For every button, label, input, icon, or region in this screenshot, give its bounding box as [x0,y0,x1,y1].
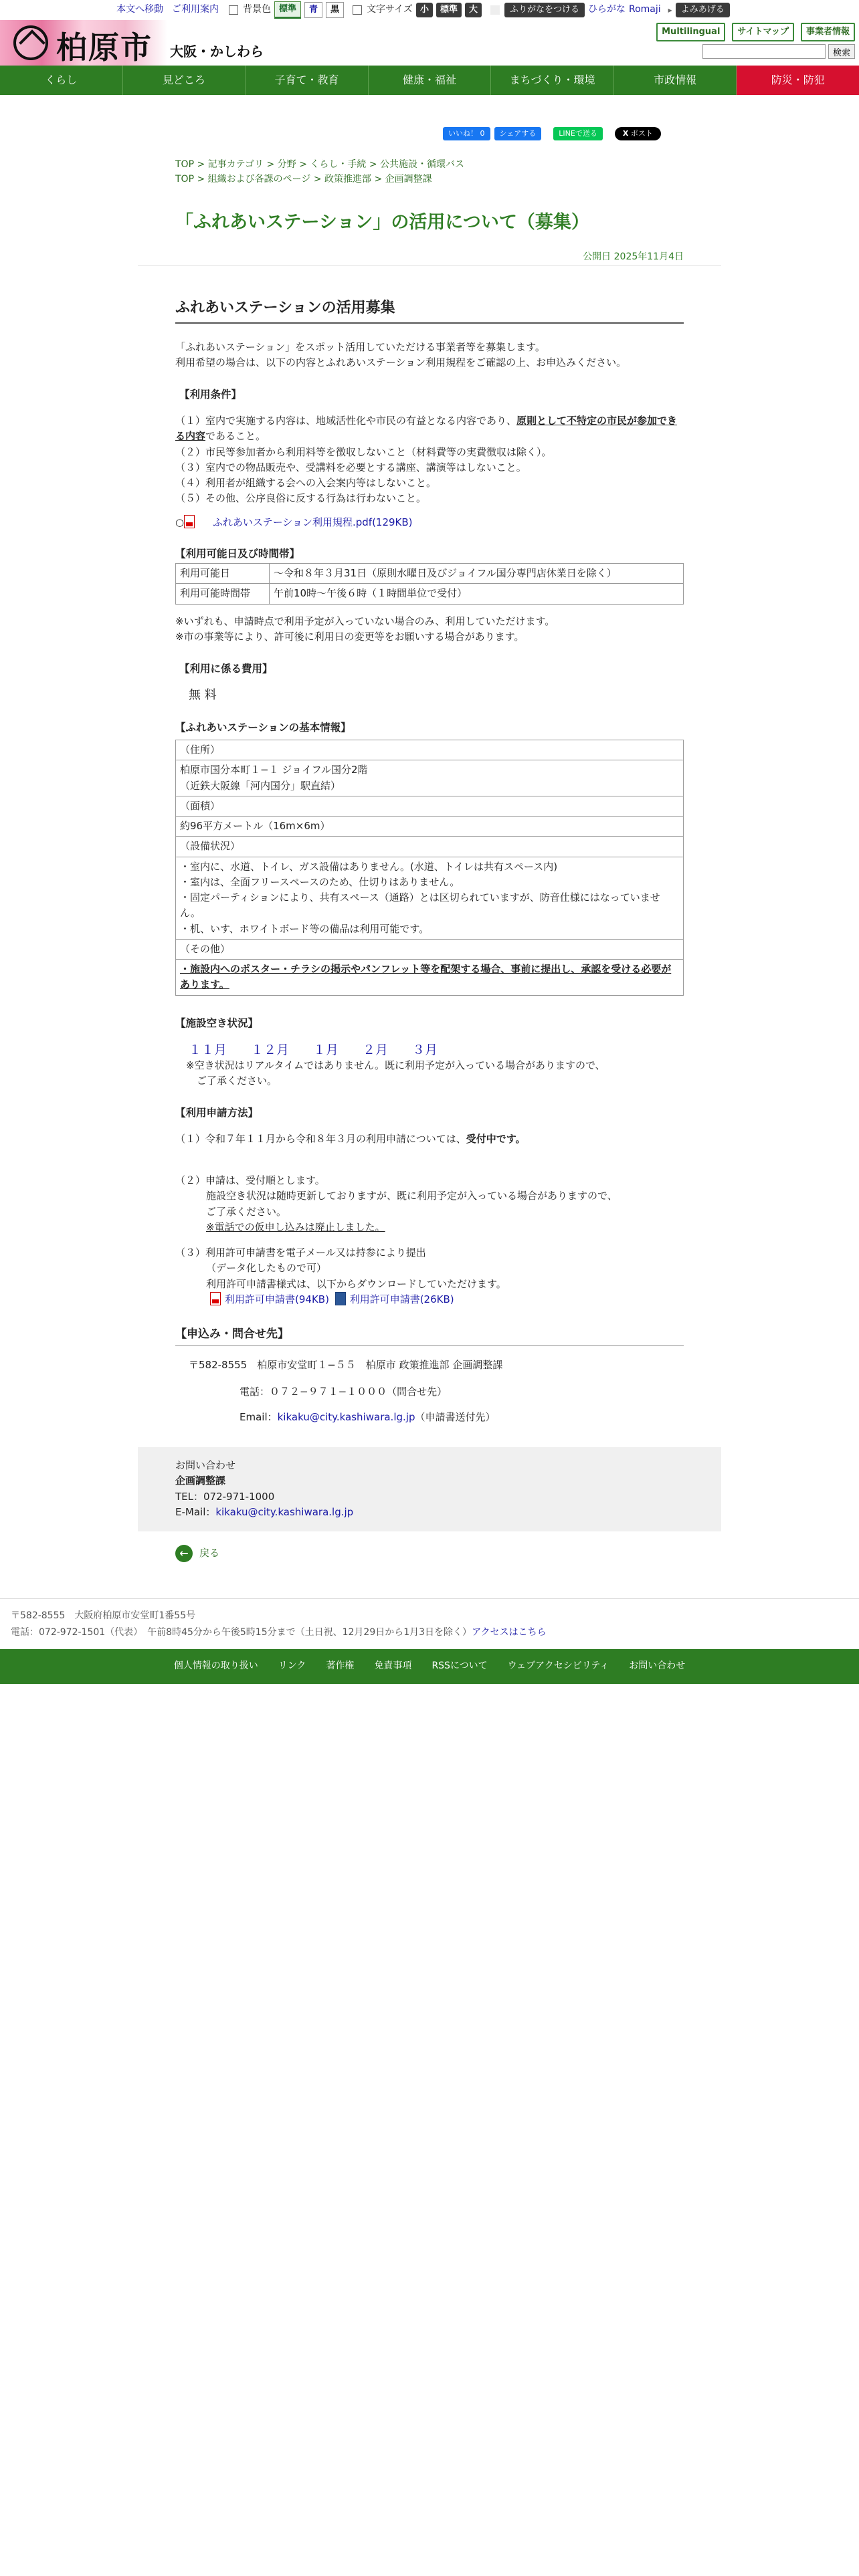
condition-5: （５）その他、公序良俗に反する行為は行わないこと。 [175,492,427,505]
read-aloud-button[interactable]: よみあげる [676,3,730,17]
search-button[interactable]: 検索 [828,44,855,59]
global-nav [0,66,859,95]
date-heading: 【利用可能日及び時間帯】 [175,548,300,560]
utility-bar [116,0,730,20]
palette-icon [229,5,238,15]
table-row [176,939,684,959]
apply-step-3-line: 利用許可申請書様式は、以下からダウンロードしていただけます。 [206,1277,506,1290]
apply-heading: 【利用申請方法】 [175,1107,259,1119]
table-row [176,760,684,796]
pdf-icon [210,1292,221,1305]
usage-notes [175,614,686,645]
other-value: ・施設内へのポスター・チラシの掲示やパンフレット等を配架する場合、事前に提出し、承認を受ける必要があります。 [176,960,684,996]
apply-step-3-line: （データ化したもので可） [206,1262,327,1275]
footer-address [11,1608,547,1641]
share-buttons [443,127,661,140]
speaker-icon: ▸ [668,5,672,15]
condition-3: （３）室内での物品販売や、受講料を必要とする講座、講演等はしないこと。 [175,461,527,473]
apply-step-2-title: （２）申請は、受付順とします。 [175,1174,325,1186]
facebook-share-button[interactable]: シェアする [494,127,542,140]
footer-link-copyright[interactable]: 著作権 [326,1660,355,1672]
vacancy-heading: 【施設空き状況】 [175,1017,259,1029]
vacancy-note [186,1058,697,1089]
vacancy-note-line: ※空き状況はリアルタイムではありません。既に利用予定が入っている場合がありますので、 [186,1059,605,1071]
info-table [175,740,684,996]
rules-pdf-link[interactable]: ふれあいステーション利用規程.pdf(129KB) [212,516,413,528]
month-link-jan[interactable]: １月 [313,1043,339,1057]
condition-1-emphasis: 原則として不特定の市民が参加できる内容 [175,415,678,443]
nav-bousai[interactable]: 防災・防犯 [737,66,859,95]
sitemap-button[interactable]: サイトマップ [732,23,794,41]
table-row [176,817,684,837]
x-post-label: ポスト [630,129,653,138]
table-row [176,960,684,996]
inquiry-email-link[interactable]: kikaku@city.kashiwara.lg.jp [215,1505,354,1518]
font-size-icon [353,5,362,15]
inquiry-email-row [175,1505,684,1520]
breadcrumb: TOP > 記事カテゴリ > 分野 > くらし・手続 > 公共施設・循環バス [175,159,465,170]
breadcrumb-org: TOP > 組織および各課のページ > 政策推進部 > 企画調整課 [175,174,432,185]
address-note: （近鉄大阪線「河内国分」駅直結） [180,779,341,792]
other-label: （その他） [176,939,684,959]
back-button[interactable] [175,1545,219,1562]
condition-2: （２）市民等参加者から利用料等を徴収しないこと（材料費等の実費徴収は除く）。 [175,445,552,458]
guide-link[interactable]: ご利用案内 [172,4,219,15]
font-small-button[interactable]: 小 [416,3,433,17]
condition-1-tail: であること。 [205,430,266,443]
area-value: 約96平方メートル（16m×6m） [176,817,684,837]
table-row [176,837,684,857]
address-value: 柏原市国分本町１−１ ジョイフル国分2階 [180,764,368,776]
access-link[interactable]: アクセスはこちら [472,1627,547,1638]
crumb-facilities[interactable]: 公共施設・循環バス [380,159,465,170]
note-line: ※市の事業等により、許可後に利用日の変更等をお願いする場合があります。 [175,631,524,643]
inquiry-dept: 企画調整課 [175,1475,226,1487]
font-large-button[interactable]: 大 [465,3,482,17]
nav-midokoro[interactable]: 見どころ [123,66,246,95]
nav-kurashi[interactable]: くらし [0,66,123,95]
intro-text [175,340,686,371]
furigana-icon [490,5,500,15]
table-cell: 午前10時〜午後６時（１時間単位で受付） [270,584,684,604]
apply-step-2-line: 施設空き状況は随時更新しておりますが、既に利用予定が入っている場合がありますので、 [206,1190,617,1202]
table-row [176,740,684,760]
contact-address: 〒582-8555 柏原市安堂町１−５５ 柏原市 政策推進部 企画調整課 [189,1359,503,1371]
crumb-top[interactable]: TOP [175,159,195,170]
apply-step-2-note: ※電話での仮申し込みは廃止しました。 [206,1220,385,1233]
inquiry-tel: TEL：072-971-1000 [175,1490,275,1503]
city-emblem-icon[interactable] [13,25,48,60]
fontsize-label: 文字サイズ [367,4,413,15]
inquiry-heading: お問い合わせ [175,1459,236,1471]
apply-step-1 [175,1132,686,1147]
table-row [176,584,684,604]
nav-kenko[interactable]: 健康・福祉 [369,66,492,95]
crumb-category[interactable]: 記事カテゴリ [207,159,264,170]
pdf-icon [184,515,195,528]
crumb-policy[interactable]: 政策推進部 [324,174,372,185]
rules-pdf-row [175,515,686,530]
contact-email-row [240,1410,751,1425]
skip-link[interactable]: 本文へ移動 [116,4,163,15]
info-heading: 【ふれあいステーションの基本情報】 [175,722,351,734]
city-subtitle: 大阪・かしわら [170,43,264,60]
footer-nav [0,1649,859,1684]
hiragana-link[interactable]: ひらがな [588,4,626,15]
contact-tel: 電話：０７２−９７１−１０００（問合せ先） [240,1386,448,1398]
condition-4: （４）利用者が組織する会への入会案内等はしないこと。 [175,477,437,489]
table-cell: 利用可能日 [176,564,270,584]
equipment-line: ・室内は、全面フリースペースのため、仕切りはありません。 [180,875,460,888]
apply-downloads [175,1292,686,1307]
color-standard-button[interactable]: 標準 [274,1,301,19]
apply-step-3-title: （３）利用許可申請書を電子メール又は持参により提出 [175,1247,426,1259]
city-logo-text[interactable]: 柏原市 [56,29,153,66]
table-cell: 〜令和８年３月31日（原則水曜日及びジョイフル国分専門店休業日を除く） [270,564,684,584]
equipment-line: ・室内に、水道、トイレ、ガス設備はありません。(水道、トイレは共有スペース内) [180,860,558,873]
line-share-button[interactable]: LINEで送る [553,127,603,140]
publish-date: 公開日 2025年11月4日 [583,251,684,262]
month-link-feb[interactable]: ２月 [363,1043,389,1057]
equipment-line: ・固定パーティションにより、共有スペース（通路）とは区切られていますが、防音仕様にはなっていません。 [180,891,660,920]
area-label: （面積） [176,796,684,816]
footer-link-privacy[interactable]: 個人情報の取り扱い [173,1660,258,1672]
inquiry-box [138,1447,721,1531]
email-label: Email： [240,1411,278,1423]
furigana-button[interactable]: ふりがなをつける [504,3,585,17]
search-input[interactable] [702,44,826,59]
romaji-link[interactable]: Romaji [629,4,661,15]
x-post-button[interactable]: X ポスト [615,127,661,140]
font-standard-button[interactable]: 標準 [436,3,462,17]
color-black-button[interactable]: 黒 [326,2,344,18]
back-label: 戻る [199,1547,220,1560]
crumb-planning[interactable]: 企画調整課 [385,174,432,185]
page-title: 「ふれあいステーション」の活用について（募集） [175,212,589,233]
footer-link-disclaimer[interactable]: 免責事項 [374,1660,412,1672]
apply-step-2-line: ご了承ください。 [206,1205,287,1218]
intro-line: 「ふれあいステーション」をスポット活用していただける事業者等を募集します。 [175,341,545,353]
equipment-label: （設備状況） [176,837,684,857]
business-info-button[interactable]: 事業者情報 [801,23,855,41]
application-docx-link[interactable]: 利用許可申請書(26KB) [349,1293,454,1305]
conditions-heading: 【利用条件】 [179,389,242,401]
footer-tel: 電話：072-972-1501（代表） 午前8時45分から午後5時15分まで（土日祝、12月29日から1月3日を除く） [11,1627,472,1638]
table-row [176,857,684,939]
apply-step-1-text: （１）令和７年１１月から令和８年３月の利用申請については、 [175,1133,466,1145]
facebook-like-button[interactable]: いいね！ 0 [443,127,490,140]
application-pdf-link[interactable]: 利用許可申請書(94KB) [225,1293,329,1305]
multilingual-button[interactable]: Multilingual [656,23,725,41]
month-link-mar[interactable]: ３月 [412,1043,438,1057]
nav-machizukuri[interactable]: まちづくり・環境 [491,66,614,95]
footer-divider [0,1598,859,1599]
table-row [176,796,684,816]
note-line: ※いずれも、申請時点で利用予定が入っていない場合のみ、利用していただけます。 [175,615,555,627]
vacancy-note-line: ご了承ください。 [197,1075,278,1087]
nav-shisei[interactable]: 市政情報 [614,66,737,95]
footer-link-contact[interactable]: お問い合わせ [629,1660,686,1672]
month-link-dec[interactable]: １２月 [251,1043,290,1057]
fee-heading: 【利用に係る費用】 [179,663,273,675]
crumb-kurashi[interactable]: くらし・手続 [310,159,367,170]
footer-addr-line: 〒582-8555 大阪府柏原市安堂町1番55号 [11,1610,196,1621]
section-heading: ふれあいステーションの活用募集 [175,297,684,324]
apply-step-1-status: 受付中です。 [466,1133,526,1145]
footer-link-rss[interactable]: RSSについて [432,1660,488,1672]
word-icon [335,1292,346,1305]
address-label: （住所） [176,740,684,760]
nav-kosodate[interactable]: 子育て・教育 [246,66,369,95]
bullet-circle: ○ [175,516,185,528]
date-table [175,563,684,605]
crumb-top-2[interactable]: TOP [175,174,195,185]
intro-line: 利用希望の場合は、以下の内容とふれあいステーション利用規程をご確認の上、お申込みください。 [175,356,627,369]
contact-email-link[interactable]: kikaku@city.kashiwara.lg.jp [277,1411,415,1423]
condition-1 [175,413,686,445]
footer-link-accessibility[interactable]: ウェブアクセシビリティ [507,1660,609,1672]
contact-heading: 【申込み・問合せ先】 [175,1325,684,1346]
footer-link-links[interactable]: リンク [278,1660,306,1672]
table-cell: 利用可能時間帯 [176,584,270,604]
site-header [0,20,859,66]
apply-step-2 [175,1173,686,1235]
back-arrow-icon: ← [175,1545,193,1562]
fee-value: 無 料 [189,688,217,702]
condition-1-text: （１）室内で実施する内容は、地域活性化や市民の有益となる内容であり、 [175,415,517,427]
equipment-line: ・机、いす、ホワイトボード等の備品は利用可能です。 [180,922,430,935]
crumb-field[interactable]: 分野 [277,159,296,170]
table-row [176,564,684,584]
equipment-cell [176,857,684,939]
month-link-nov[interactable]: １１月 [189,1043,227,1057]
conditions-list [175,413,686,507]
footer-tel-line [11,1624,547,1641]
color-blue-button[interactable]: 青 [304,2,322,18]
crumb-org[interactable]: 組織および各課のページ [207,174,311,185]
apply-step-3 [175,1245,686,1307]
bgcolor-label: 背景色 [243,4,271,15]
inquiry-email-label: E-Mail： [175,1505,216,1518]
address-cell [176,760,684,796]
email-note: （申請書送付先） [415,1411,496,1423]
